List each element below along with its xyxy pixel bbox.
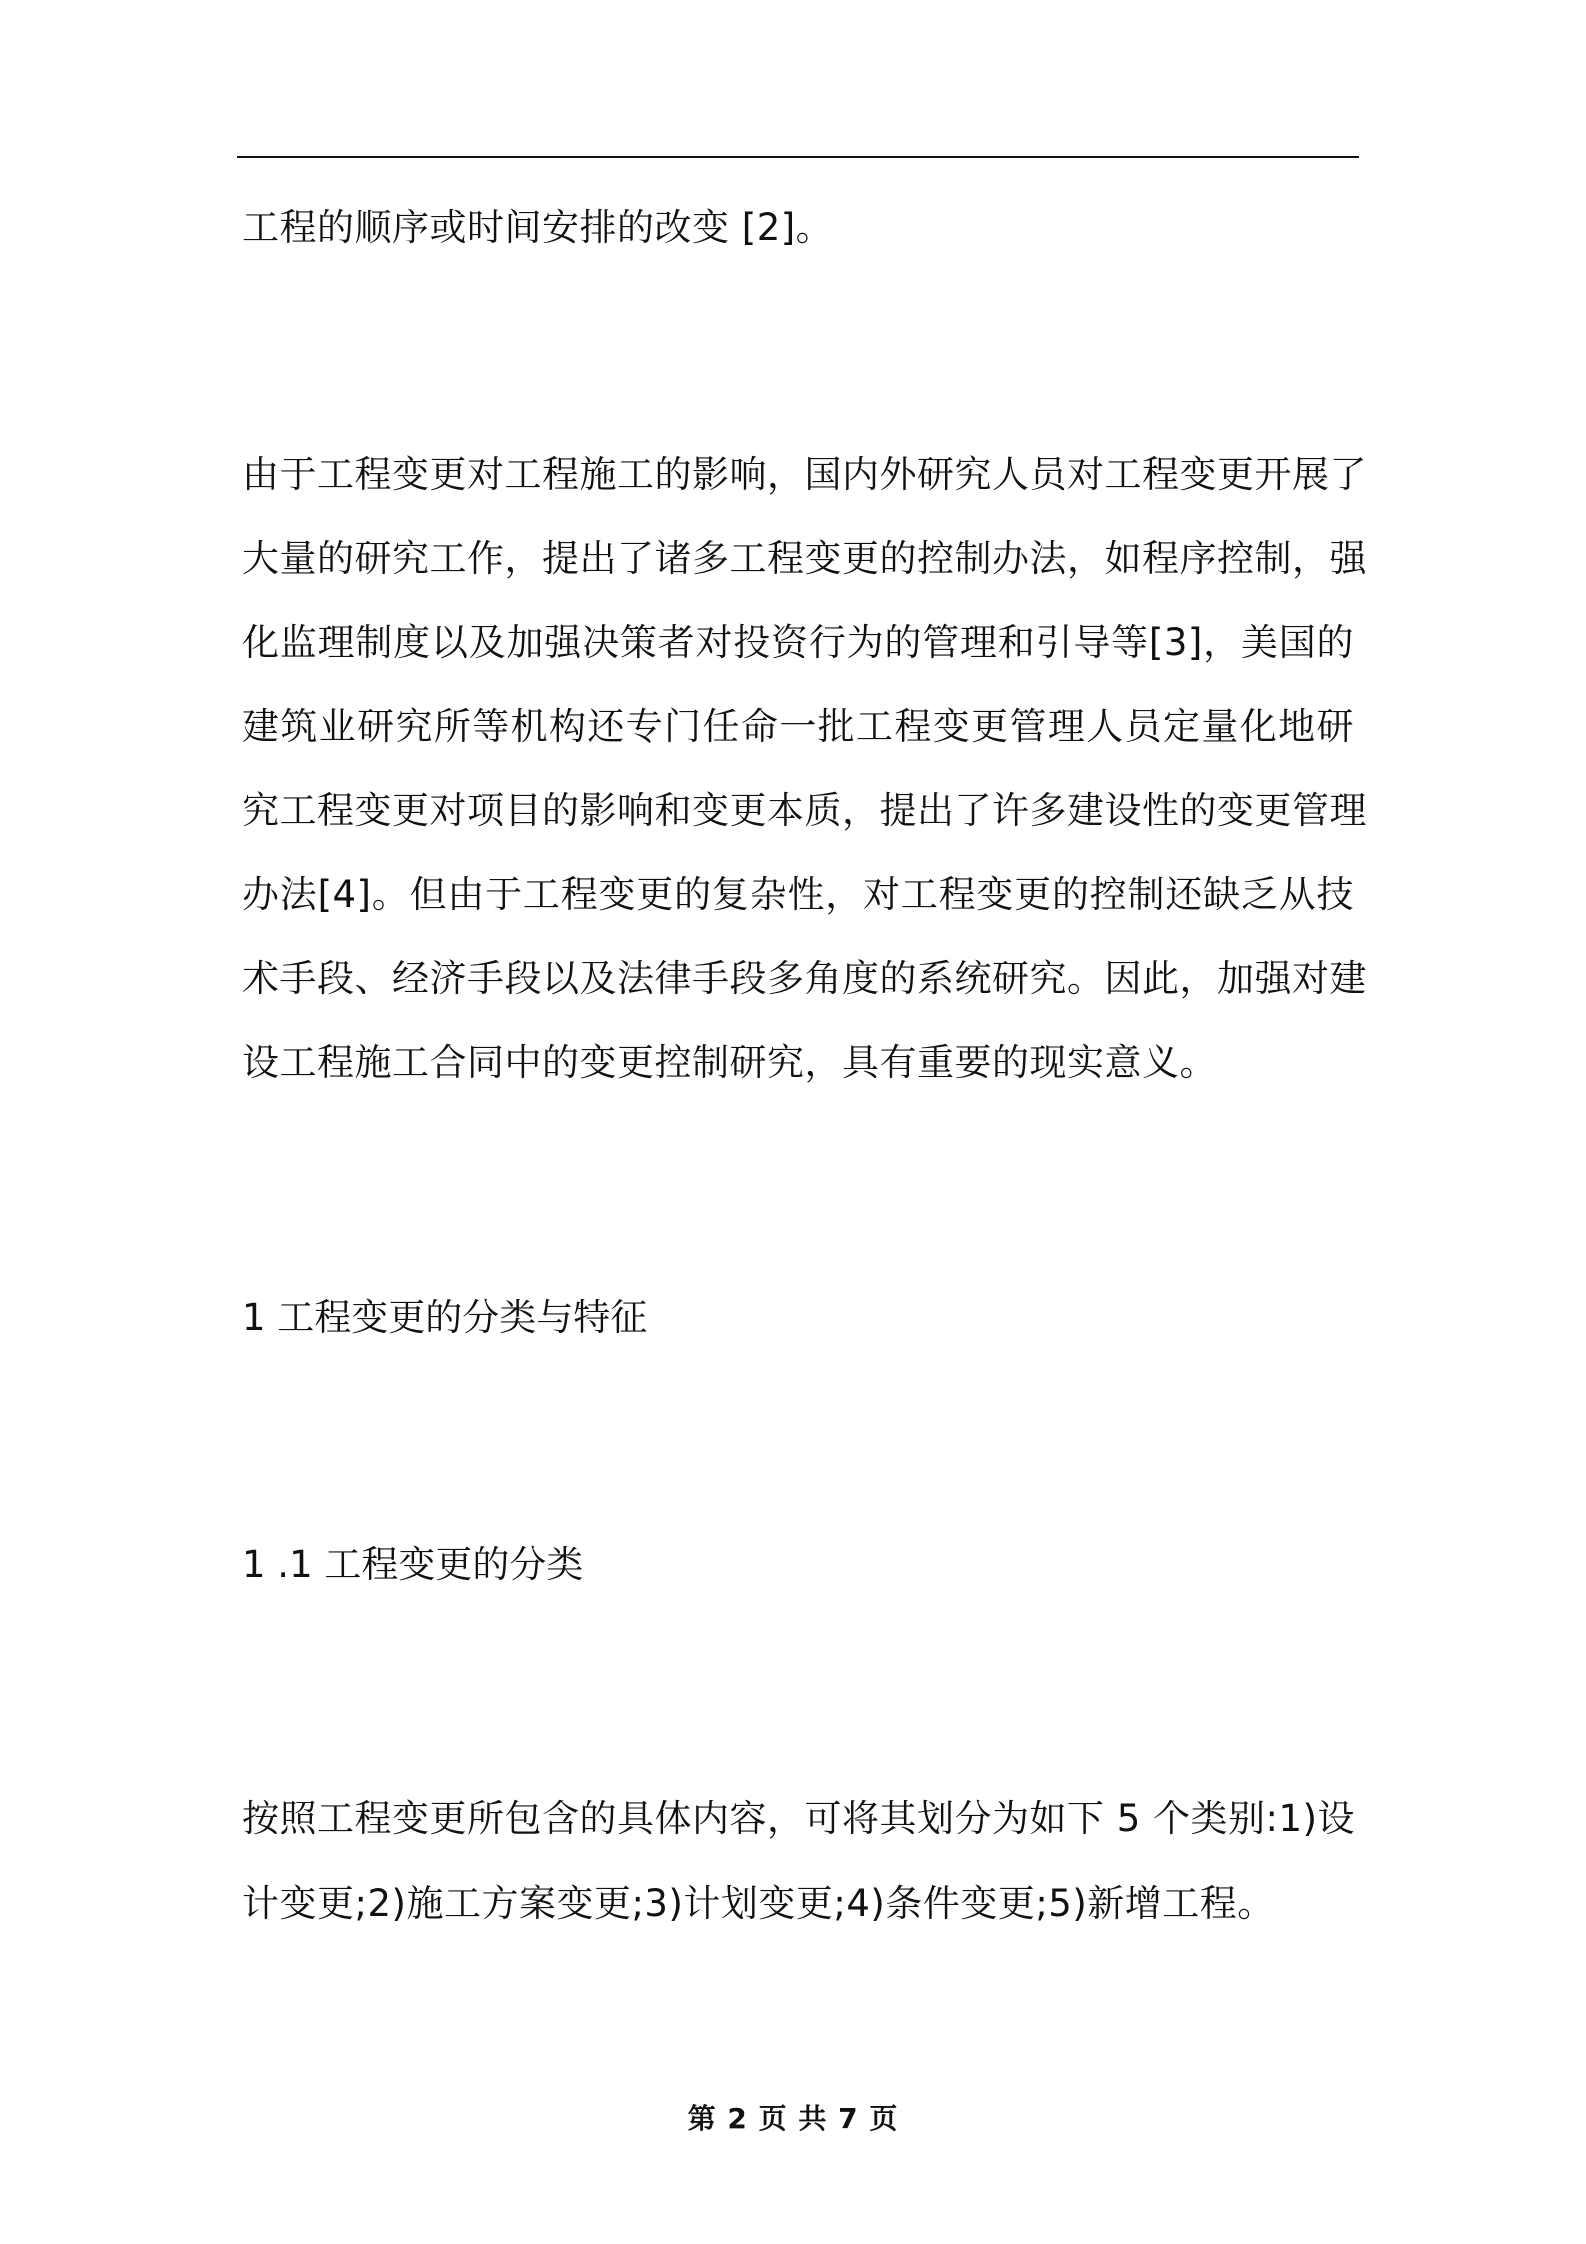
subsection-heading: 1 .1 工程变更的分类 [242, 1543, 584, 1586]
paragraph-line: 究工程变更对项目的影响和变更本质，提出了许多建设性的变更管理 [242, 789, 1367, 832]
intro-fragment: 工程的顺序或时间安排的改变 [2]。 [242, 206, 834, 249]
paragraph-line: 按照工程变更所包含的具体内容，可将其划分为如下 5 个类别:1)设 [242, 1797, 1356, 1840]
paragraph-line: 大量的研究工作，提出了诸多工程变更的控制办法，如程序控制，强 [242, 537, 1367, 580]
page-footer: 第 2 页 共 7 页 [687, 2102, 899, 2135]
paragraph-line: 由于工程变更对工程施工的影响，国内外研究人员对工程变更开展了 [242, 453, 1367, 496]
paragraph-line: 设工程施工合同中的变更控制研究，具有重要的现实意义。 [242, 1041, 1217, 1084]
paragraph-line: 术手段、经济手段以及法律手段多角度的系统研究。因此，加强对建 [242, 957, 1367, 1000]
paragraph-line: 建筑业研究所等机构还专门任命一批工程变更管理人员定量化地研 [242, 705, 1354, 748]
paragraph-line: 化监理制度以及加强决策者对投资行为的管理和引导等[3]，美国的 [242, 621, 1354, 664]
header-rule [237, 156, 1359, 158]
section-heading: 1 工程变更的分类与特征 [242, 1296, 648, 1339]
paragraph-line: 计变更;2)施工方案变更;3)计划变更;4)条件变更;5)新增工程。 [242, 1882, 1275, 1925]
paragraph-line: 办法[4]。但由于工程变更的复杂性，对工程变更的控制还缺乏从技 [242, 873, 1354, 916]
